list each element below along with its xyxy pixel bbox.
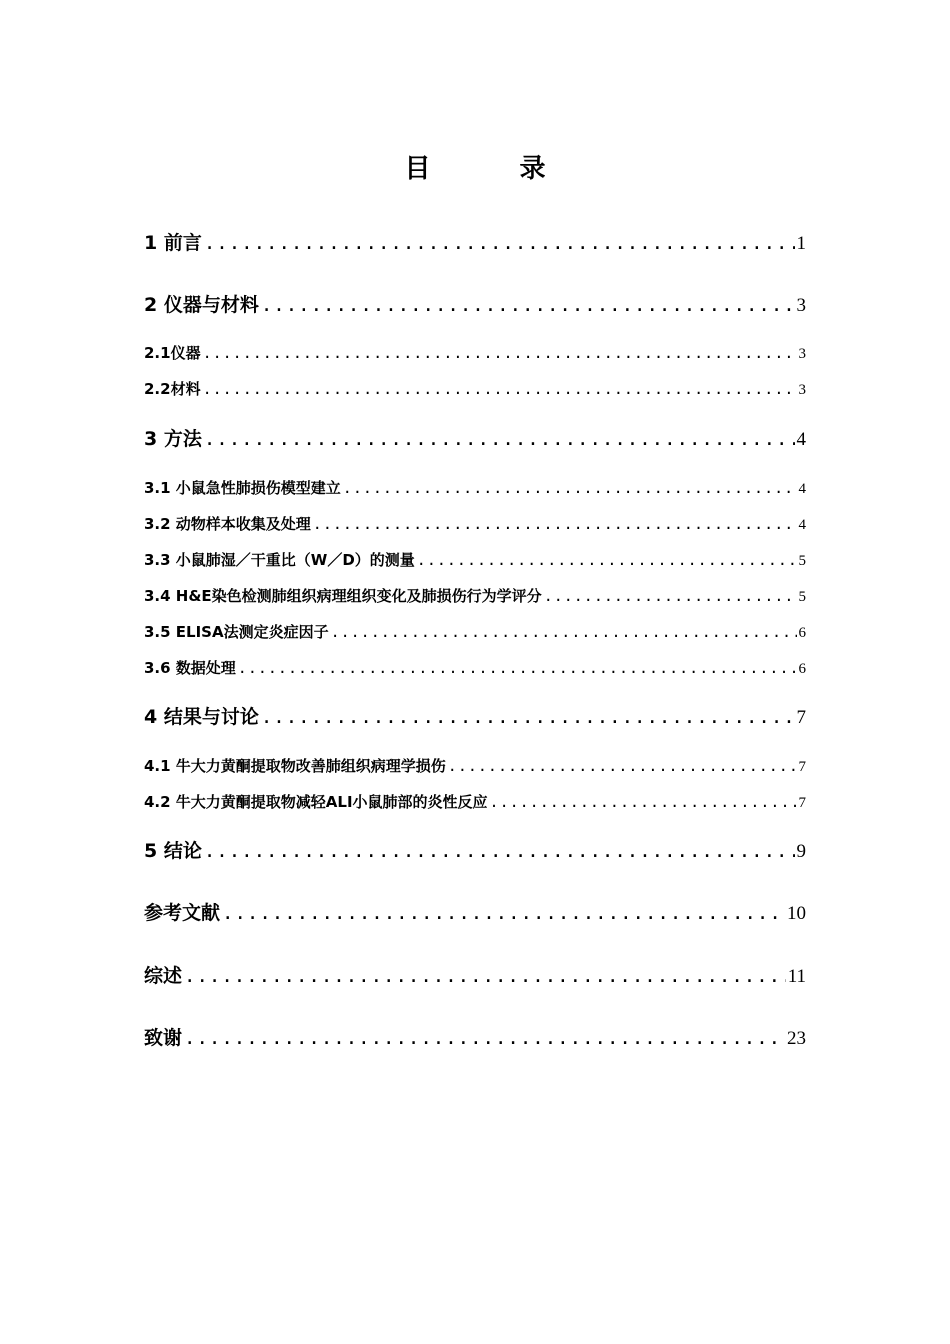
toc-entry-page: 1 xyxy=(796,233,806,254)
toc-entry-label: 2.1仪器 xyxy=(144,344,201,362)
toc-entry-page: 6 xyxy=(798,661,806,677)
toc-leader-dots xyxy=(544,587,797,605)
toc-leader-dots xyxy=(417,551,797,569)
toc-entry-label: 4.2 牛大力黄酮提取物减轻ALI小鼠肺部的炎性反应 xyxy=(144,793,488,811)
toc-entry-materials[interactable] xyxy=(144,378,806,402)
toc-entry-label: 综述 xyxy=(144,965,183,987)
toc-entry-label: 3 方法 xyxy=(144,428,202,450)
toc-entry-page: 3 xyxy=(798,346,806,362)
toc-title: 目 录 xyxy=(404,154,586,184)
toc-entry-label: 1 前言 xyxy=(144,232,202,254)
toc-entry-method-3-2[interactable] xyxy=(144,513,806,537)
toc-leader-dots xyxy=(204,840,795,862)
toc-entry-page: 4 xyxy=(798,517,806,533)
toc-entry-label: 2 仪器与材料 xyxy=(144,294,259,316)
toc-entry-methods[interactable] xyxy=(144,424,806,454)
toc-entry-method-3-3[interactable] xyxy=(144,549,806,573)
toc-entry-conclusion[interactable] xyxy=(144,836,806,866)
toc-leader-dots xyxy=(222,902,785,924)
toc-entry-references[interactable] xyxy=(144,898,806,928)
toc-entry-page: 4 xyxy=(796,429,806,450)
toc-entry-label: 3.2 动物样本收集及处理 xyxy=(144,515,311,533)
toc-entry-result-4-2[interactable] xyxy=(144,791,806,815)
toc-entry-label: 3.1 小鼠急性肺损伤模型建立 xyxy=(144,479,341,497)
toc-entry-page: 3 xyxy=(796,295,806,316)
toc-entry-page: 10 xyxy=(787,903,806,924)
toc-leader-dots xyxy=(203,344,797,362)
toc-entry-label: 3.5 ELISA法测定炎症因子 xyxy=(144,623,329,641)
toc-leader-dots xyxy=(331,623,797,641)
toc-leader-dots xyxy=(343,479,797,497)
toc-entry-label: 3.4 H&E染色检测肺组织病理组织变化及肺损伤行为学评分 xyxy=(144,587,542,605)
toc-entry-results-discussion[interactable] xyxy=(144,702,806,732)
toc-entry-method-3-4[interactable] xyxy=(144,585,806,609)
toc-entry-label: 2.2材料 xyxy=(144,380,201,398)
toc-entry-page: 11 xyxy=(787,966,806,987)
toc-entry-preface[interactable] xyxy=(144,228,806,258)
toc-entry-method-3-1[interactable] xyxy=(144,477,806,501)
toc-entry-review[interactable] xyxy=(144,961,806,991)
toc-leader-dots xyxy=(184,965,786,987)
toc-entry-page: 7 xyxy=(798,795,806,811)
toc-entry-label: 参考文献 xyxy=(144,902,221,924)
toc-entry-page: 6 xyxy=(798,625,806,641)
toc-entry-page: 4 xyxy=(798,481,806,497)
toc-leader-dots xyxy=(448,757,797,775)
toc-leader-dots xyxy=(490,793,797,811)
toc-entry-label: 5 结论 xyxy=(144,840,202,862)
toc-entry-label: 4 结果与讨论 xyxy=(144,706,259,728)
toc-entry-page: 23 xyxy=(787,1028,806,1049)
toc-entry-page: 3 xyxy=(798,382,806,398)
toc-leader-dots xyxy=(261,706,795,728)
toc-entry-result-4-1[interactable] xyxy=(144,755,806,779)
toc-entry-instruments[interactable] xyxy=(144,342,806,366)
toc-leader-dots xyxy=(313,515,797,533)
toc-entry-label: 4.1 牛大力黄酮提取物改善肺组织病理学损伤 xyxy=(144,757,446,775)
toc-entry-page: 5 xyxy=(798,553,806,569)
toc-leader-dots xyxy=(261,294,795,316)
toc-entry-page: 9 xyxy=(796,841,806,862)
toc-entry-page: 7 xyxy=(796,707,806,728)
toc-leader-dots xyxy=(203,380,797,398)
toc-leader-dots xyxy=(204,232,795,254)
toc-entry-page: 5 xyxy=(798,589,806,605)
toc-leader-dots xyxy=(204,428,795,450)
toc-entry-instruments-materials[interactable] xyxy=(144,290,806,320)
toc-entry-method-3-5[interactable] xyxy=(144,621,806,645)
toc-leader-dots xyxy=(184,1027,785,1049)
toc-entry-method-3-6[interactable] xyxy=(144,657,806,681)
toc-entry-label: 3.6 数据处理 xyxy=(144,659,236,677)
toc-entry-label: 致谢 xyxy=(144,1027,183,1049)
toc-entry-acknowledgements[interactable] xyxy=(144,1023,806,1053)
toc-entry-page: 7 xyxy=(798,759,806,775)
toc-leader-dots xyxy=(238,659,797,677)
toc-entry-label: 3.3 小鼠肺湿／干重比（W／D）的测量 xyxy=(144,551,415,569)
